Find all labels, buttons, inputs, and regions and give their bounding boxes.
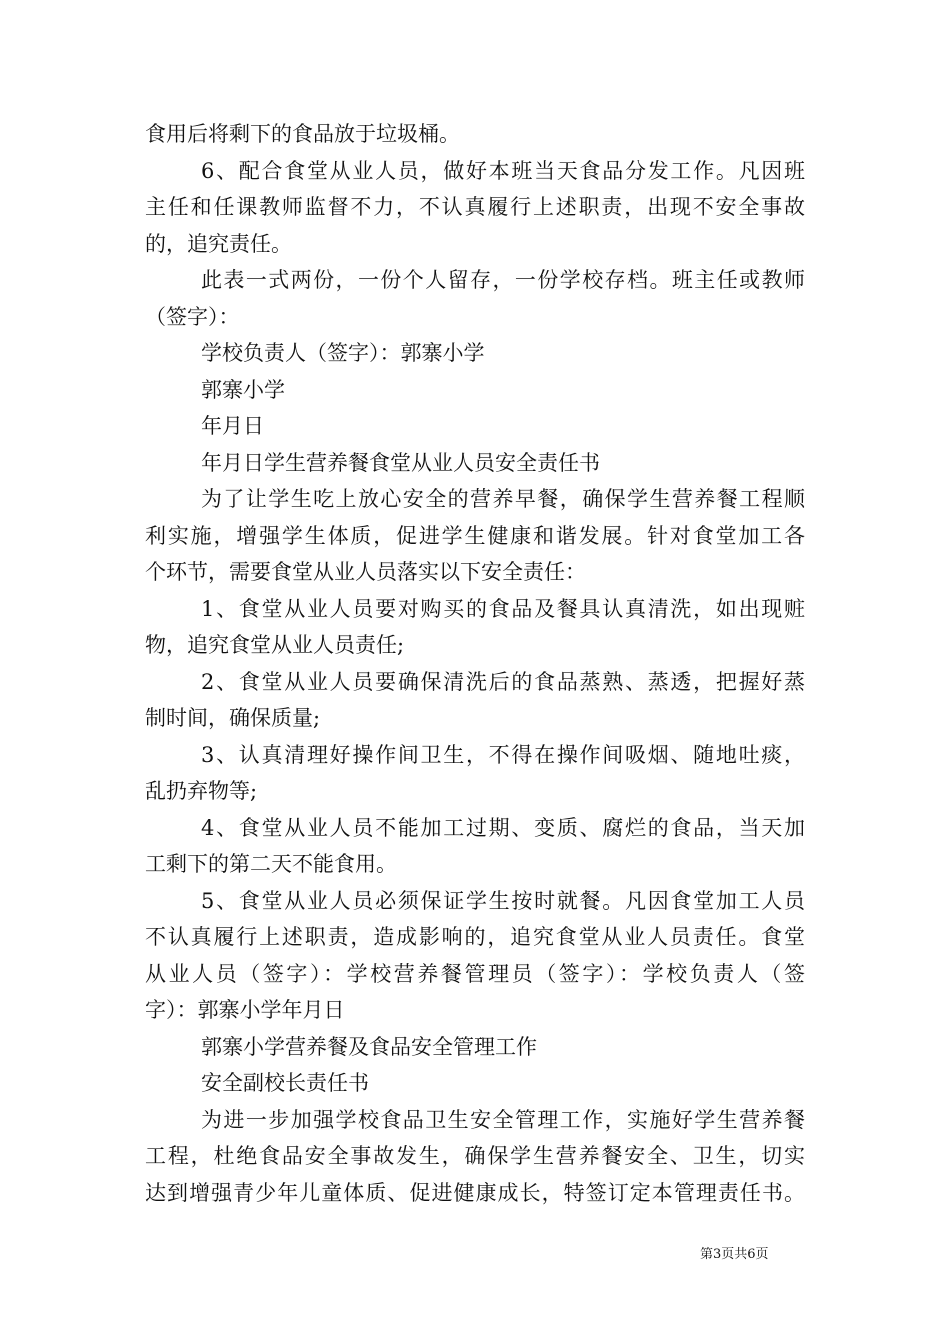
section-title: 年月日学生营养餐食堂从业人员安全责任书	[201, 450, 600, 475]
text-line: 食用后将剩下的食品放于垃圾桶。	[145, 122, 460, 146]
text-line: 不认真履行上述职责，造成影响的，追究食堂从业人员责任。食堂	[145, 925, 805, 949]
section-title: 安全副校长责任书	[201, 1071, 369, 1095]
text-line: 此表一式两份，一份个人留存，一份学校存档。班主任或教师	[201, 268, 805, 292]
text-line: 1、食堂从业人员要对购买的食品及餐具认真清洗，如出现赃	[201, 596, 805, 621]
text-line: 字）：郭寨小学年月日	[145, 998, 345, 1022]
text-line: 6、配合食堂从业人员，做好本班当天食品分发工作。凡因班	[201, 158, 805, 183]
text-line: 为进一步加强学校食品卫生安全管理工作，实施好学生营养餐	[201, 1107, 805, 1132]
text-line: 工剩下的第二天不能食用。	[145, 852, 397, 876]
text-line: 个环节，需要食堂从业人员落实以下安全责任：	[145, 560, 586, 584]
text-line: 利实施，增强学生体质，促进学生健康和谐发展。针对食堂加工各	[145, 523, 805, 548]
text-line: 的，追究责任。	[145, 231, 292, 256]
page-number-footer: 第3页共6页	[700, 1247, 769, 1262]
text-line: 学校负责人（签字）：郭寨小学	[201, 341, 485, 365]
text-line: 乱扔弃物等;	[145, 779, 258, 803]
text-line: 为了让学生吃上放心安全的营养早餐，确保学生营养餐工程顺	[201, 487, 805, 511]
text-line: 3、认真清理好操作间卫生，不得在操作间吸烟、随地吐痰，	[201, 742, 805, 767]
section-title: 郭寨小学营养餐及食品安全管理工作	[201, 1034, 537, 1059]
text-line: 从业人员（签字）：学校营养餐管理员（签字）：学校负责人（签	[145, 961, 805, 986]
document-body	[145, 116, 805, 1211]
text-line: 5、食堂从业人员必须保证学生按时就餐。凡因食堂加工人员	[201, 888, 805, 913]
text-line: 制时间，确保质量;	[145, 706, 321, 730]
text-line: （签字）：	[145, 304, 240, 329]
text-line: 达到增强青少年儿童体质、促进健康成长，特签订定本管理责任书。	[145, 1180, 805, 1205]
text-line: 2、食堂从业人员要确保清洗后的食品蒸熟、蒸透，把握好蒸	[201, 669, 805, 694]
text-line: 主任和任课教师监督不力，不认真履行上述职责，出现不安全事故	[145, 195, 805, 219]
text-line: 郭寨小学	[201, 377, 285, 402]
text-line: 物，追究食堂从业人员责任;	[145, 633, 405, 657]
text-line: 4、食堂从业人员不能加工过期、变质、腐烂的食品，当天加	[201, 815, 805, 840]
text-line: 年月日	[201, 414, 264, 438]
text-line: 工程，杜绝食品安全事故发生，确保学生营养餐安全、卫生，切实	[145, 1144, 805, 1168]
